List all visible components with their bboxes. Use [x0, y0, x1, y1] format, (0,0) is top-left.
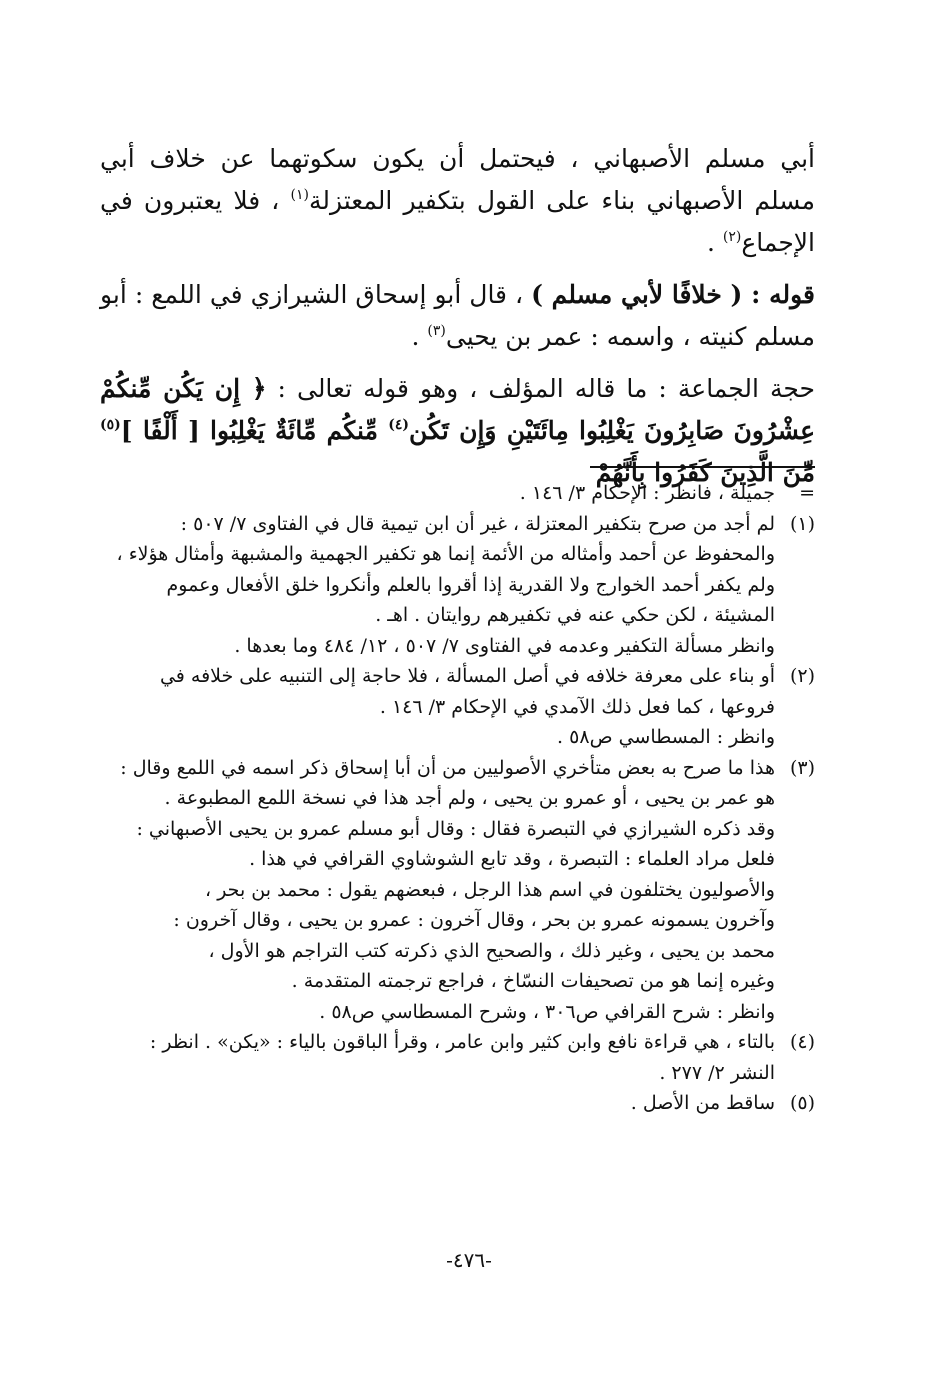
footnote-text — [100, 1088, 775, 1119]
continuation-text: جميلة ، فانظر : الإحكام ٣/ ١٤٦ . — [519, 482, 775, 504]
footnote-number: (١) — [789, 512, 815, 535]
footnote-line: وقد ذكره الشيرازي في التبصرة فقال : وقال أبو مسلم عمرو بن يحيى الأصبهاني : — [136, 817, 775, 840]
footnote-item — [100, 509, 815, 662]
footnote-line: والأصوليون يختلفون في اسم هذا الرجل ، فبعضهم يقول : محمد بن بحر ، — [205, 878, 775, 901]
quran-verse-part-2 — [100, 416, 815, 487]
footnote-line: هو عمر بن يحيى ، أو عمرو بن يحيى ، ولم أجد هذا في نسخة اللمع المطبوعة . — [164, 787, 775, 809]
footnote-item — [100, 753, 815, 1028]
quran-verse-part-1: ﴿ إِن يَكُن مِّنكُمْ عِشْرُونَ — [100, 374, 815, 445]
paragraph-3 — [100, 368, 815, 494]
footnote-line: وانظر مسألة التكفير وعدمه في الفتاوى ٧/ ٥٠٧ ، ١٢/ ٤٨٤ وما بعدها . — [234, 634, 775, 657]
footnote-line: فروعها ، كما فعل ذلك الآمدي في الإحكام ٣/ ١٤٦ . — [379, 695, 775, 718]
footnote-text — [100, 753, 775, 1028]
paragraph-2-line-1: ، قال أبو إسحاق الشيرازي في اللمع : أبو مسلم — [100, 280, 815, 351]
footnote-line: المشيئة ، لكن حكي عنه في تكفيرهم روايتان . اهـ . — [375, 604, 775, 626]
footnote-line: وآخرون يسمونه عمرو بن بحر ، وقال آخرون : عمرو بن يحيى ، وقال آخرون : — [173, 909, 775, 931]
footnote-item — [100, 1088, 815, 1119]
text-segment: كنيته ، واسمه : عمر بن يحيى — [445, 322, 747, 351]
text-segment: مِّنَ الَّذِينَ كَفَرُوا بِأَنَّهُمْ — [595, 458, 815, 487]
text-segment: ، فلا يعتبرون في الإجماع — [100, 186, 815, 257]
paragraph-1-line-2 — [100, 186, 815, 257]
footnote-line: وانظر : المسطاسي ص٥٨ . — [557, 726, 775, 748]
footnote-text — [100, 509, 775, 662]
footnote-line: أو بناء على معرفة خلافه في أصل المسألة ، فلا حاجة إلى التنبيه على خلافه في — [159, 665, 775, 687]
paragraph-1-line-1: أبي مسلم الأصبهاني ، فيحتمل أن يكون سكوتهما عن خلاف أبي مسلم — [100, 144, 815, 215]
footnote-line: هذا ما صرح به بعض متأخري الأصوليين من أن أبا إسحاق ذكر اسمه في اللمع وقال : — [120, 756, 775, 779]
footnote-text — [100, 1027, 775, 1088]
footnote-number: (٣) — [789, 756, 815, 779]
text-segment: الأصبهاني بناء على القول بتكفير المعتزلة — [308, 186, 744, 215]
continuation-marker: = — [799, 482, 815, 504]
text-segment: . — [411, 322, 428, 351]
footnote-number: (٥) — [789, 1092, 815, 1114]
footnote-ref-3[interactable]: (٣) — [427, 323, 446, 339]
footnote-list — [100, 509, 815, 1119]
paragraph-1 — [100, 138, 815, 264]
footnote-item — [100, 1027, 815, 1088]
footnote-continuation — [100, 478, 815, 509]
text-segment: . — [706, 228, 723, 257]
footnote-ref-5[interactable]: (٥) — [100, 417, 121, 433]
footnote-line: ساقط من الأصل . — [630, 1092, 775, 1114]
footnotes — [100, 478, 815, 1119]
footnote-ref-1[interactable]: (١) — [290, 187, 309, 203]
footnote-line: بالتاء ، هي قراءة نافع وابن كثير وابن عامر ، وقرأ الباقون بالياء : «يكن» . انظر : — [149, 1031, 775, 1053]
footnote-text — [100, 661, 775, 753]
footnote-item — [100, 661, 815, 753]
footnote-line: ولم يكفر أحمد الخوارج ولا القدرية إذا أقروا بالعلم وأنكروا خلق الأفعال وعموم — [166, 573, 775, 596]
text-segment: صَابِرُونَ يَغْلِبُوا مِائَتَيْنِ وَإِن تَكُن — [409, 416, 725, 445]
footnote-line: وانظر : شرح القرافي ص٣٠٦ ، وشرح المسطاسي ص٥٨ . — [319, 1000, 775, 1023]
footnote-line: محمد بن يحيى ، وغير ذلك ، والصحيح الذي ذكرته كتب التراجم هو الأول ، — [208, 939, 775, 962]
footnote-number: (٢) — [789, 665, 815, 687]
footnote-line: فلعل مراد العلماء : التبصرة ، وقد تابع الشوشاوي القرافي في هذا . — [249, 848, 775, 870]
paragraph-3-intro: حجة الجماعة : ما قاله المؤلف ، وهو قوله تعالى : — [266, 374, 815, 403]
text-segment: مِّنكُم مِّائَةٌ يَغْلِبُوا [ أَلْفًا ] — [120, 416, 389, 445]
footnote-line: وغيره إنما هو من تصحيفات النسّاخ ، فراجع ترجمته المتقدمة . — [291, 970, 775, 992]
footnote-number: (٤) — [789, 1031, 815, 1053]
footnote-line: والمحفوظ عن أحمد وأمثاله من الأئمة إنما هو تكفير الجهمية والمشبهة وأمثال هؤلاء ، — [116, 543, 775, 565]
paragraph-2 — [100, 274, 815, 358]
paragraph-2-line-2 — [412, 322, 747, 351]
footnote-separator — [590, 466, 815, 468]
main-text — [100, 138, 815, 504]
footnote-ref-2[interactable]: (٢) — [722, 229, 742, 245]
commentary-label: قوله : ( خلافًا لأبي مسلم ) — [531, 280, 816, 309]
footnote-ref-4[interactable]: (٤) — [388, 417, 410, 433]
footnote-line: النشر ٢/ ٢٧٧ . — [659, 1061, 775, 1084]
footnote-line: لم أجد من صرح بتكفير المعتزلة ، غير أن ابن تيمية قال في الفتاوى ٧/ ٥٠٧ : — [180, 512, 775, 535]
page-number: -٤٧٦- — [446, 1248, 492, 1272]
